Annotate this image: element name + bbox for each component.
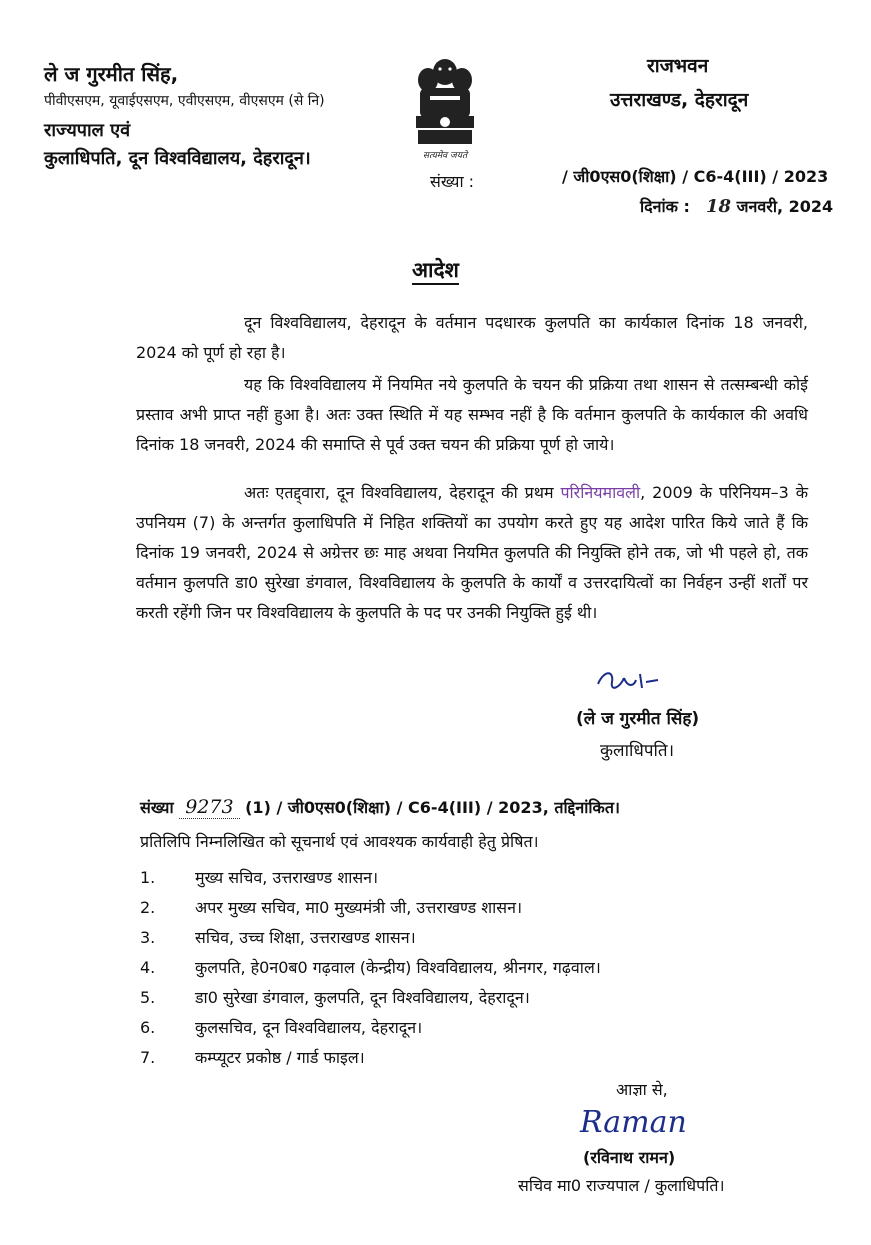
date-value [706, 195, 833, 217]
chancellor-signature [594, 666, 664, 696]
list-item [140, 956, 601, 978]
list-item-text: कम्प्यूटर प्रकोष्ठ / गार्ड फाइल। [195, 1048, 365, 1067]
list-item-text: अपर मुख्य सचिव, मा0 मुख्यमंत्री जी, उत्तराखण्ड शासन। [195, 898, 523, 917]
reference-line [140, 796, 620, 818]
list-item-number: 3. [140, 928, 156, 947]
list-item-number: 2. [140, 898, 156, 917]
date-label: दिनांक : [640, 197, 690, 216]
paragraph-3-text-a: अतः एतद्द्वारा, दून विश्वविद्यालय, देहरादून की प्रथम [244, 483, 561, 502]
signatory-2-name: (रविनाथ रामन) [583, 1148, 676, 1167]
signatory-1-name: (ले ज गुरमीत सिंह) [576, 709, 700, 729]
signatory-2-designation: सचिव मा0 राज्यपाल / कुलाधिपति। [518, 1176, 725, 1195]
copy-intro: प्रतिलिपि निम्नलिखित को सूचनार्थ एवं आवश्यक कार्यवाही हेतु प्रेषित। [140, 832, 539, 851]
reference-label: संख्या [140, 798, 174, 817]
reference-handwritten-number: 9273 [179, 796, 239, 819]
list-item-text: कुलपति, हे0न0ब0 गढ़वाल (केन्द्रीय) विश्वविद्यालय, श्रीनगर, गढ़वाल। [195, 958, 601, 977]
paragraph-1 [136, 308, 808, 368]
governor-title: राज्यपाल एवं [44, 120, 131, 141]
secretary-signature [576, 1098, 686, 1148]
chancellor-title: कुलाधिपति, दून विश्वविद्यालय, देहरादून। [44, 148, 311, 169]
list-item [140, 986, 530, 1008]
list-item-number: 6. [140, 1018, 156, 1037]
number-label: संख्या : [430, 172, 475, 191]
paragraph-3 [136, 478, 808, 628]
list-item [140, 1016, 422, 1038]
list-item [140, 896, 522, 918]
paragraph-1-text: दून विश्वविद्यालय, देहरादून के वर्तमान पदधारक कुलपति का कार्यकाल दिनांक 18 जनवरी, 2024 को पूर्ण हो रहा है। [136, 313, 808, 362]
paragraph-3-statute: परिनियमावली [560, 483, 641, 502]
list-item-text: कुलसचिव, दून विश्वविद्यालय, देहरादून। [195, 1018, 423, 1037]
emblem-motto: सत्यमेव जयते [422, 151, 468, 161]
secretary-signature-text: Raman [580, 1105, 686, 1140]
order-title [0, 256, 871, 284]
date-rest: जनवरी, 2024 [731, 197, 834, 216]
governor-name: ले ज गुरमीत सिंह, [44, 62, 179, 86]
number-value: / जी0एस0(शिक्षा) / C6-4(III) / 2023 [562, 167, 829, 186]
paragraph-3-text-c: , 2009 के परिनियम–3 के उपनियम (7) के अन्तर्गत कुलाधिपति में निहित शक्तियों का उपयोग करते हुए यह आदेश पारित किये जाते हैं कि दिनांक 19 जनवरी, 2024 से अग्रेत्तर छः माह अथवा नियमित कुलपति की नियुक्ति होने तक, जो भी पहले हो, तक वर्तमान कुलपति डा0 सुरेखा डंगवाल, विश्वविद्यालय के कुलपति के कार्यों व उत्तरदायित्वों का निर्वहन उन्हीं शर्तों पर करती रहेंगी जिन पर विश्वविद्यालय के कुलपति के पद पर उनकी नियुक्ति हुई थी। [136, 483, 808, 622]
office-rajbhavan: राजभवन [647, 55, 709, 77]
list-item-text: सचिव, उच्च शिक्षा, उत्तराखण्ड शासन। [195, 928, 416, 947]
by-order: आज्ञा से, [616, 1080, 668, 1099]
list-item [140, 866, 378, 888]
list-item-text: मुख्य सचिव, उत्तराखण्ड शासन। [195, 868, 379, 887]
list-item-number: 1. [140, 868, 156, 887]
date-handwritten: 18 [706, 196, 732, 217]
honours: पीवीएसएम, यूवाईएसएम, एवीएसएम, वीएसएम (से नि) [44, 93, 325, 109]
office-location: उत्तराखण्ड, देहरादून [610, 89, 749, 111]
paragraph-2-text: यह कि विश्वविद्यालय में नियमित नये कुलपति के चयन की प्रक्रिया तथा शासन से तत्सम्बन्धी कोई प्रस्ताव अभी प्राप्त नहीं हुआ है। अतः उक्त स्थिति में यह सम्भव नहीं है कि वर्तमान कुलपति के कार्यकाल की अवधि दिनांक 18 जनवरी, 2024 की समाप्ति से पूर्व उक्त चयन की प्रक्रिया पूर्ण हो जाये। [136, 375, 808, 454]
list-item-number: 4. [140, 958, 156, 977]
list-item-text: डा0 सुरेखा डंगवाल, कुलपति, दून विश्वविद्यालय, देहरादून। [195, 988, 530, 1007]
reference-rest: (1) / जी0एस0(शिक्षा) / C6-4(III) / 2023, तद्दिनांकित। [239, 798, 620, 817]
state-emblem-icon [400, 52, 490, 164]
list-item-number: 5. [140, 988, 156, 1007]
list-item-number: 7. [140, 1048, 156, 1067]
order-title-text: आदेश [412, 258, 459, 285]
signatory-1-designation: कुलाधिपति। [600, 741, 675, 761]
list-item [140, 1046, 365, 1068]
paragraph-2 [136, 370, 808, 460]
list-item [140, 926, 416, 948]
